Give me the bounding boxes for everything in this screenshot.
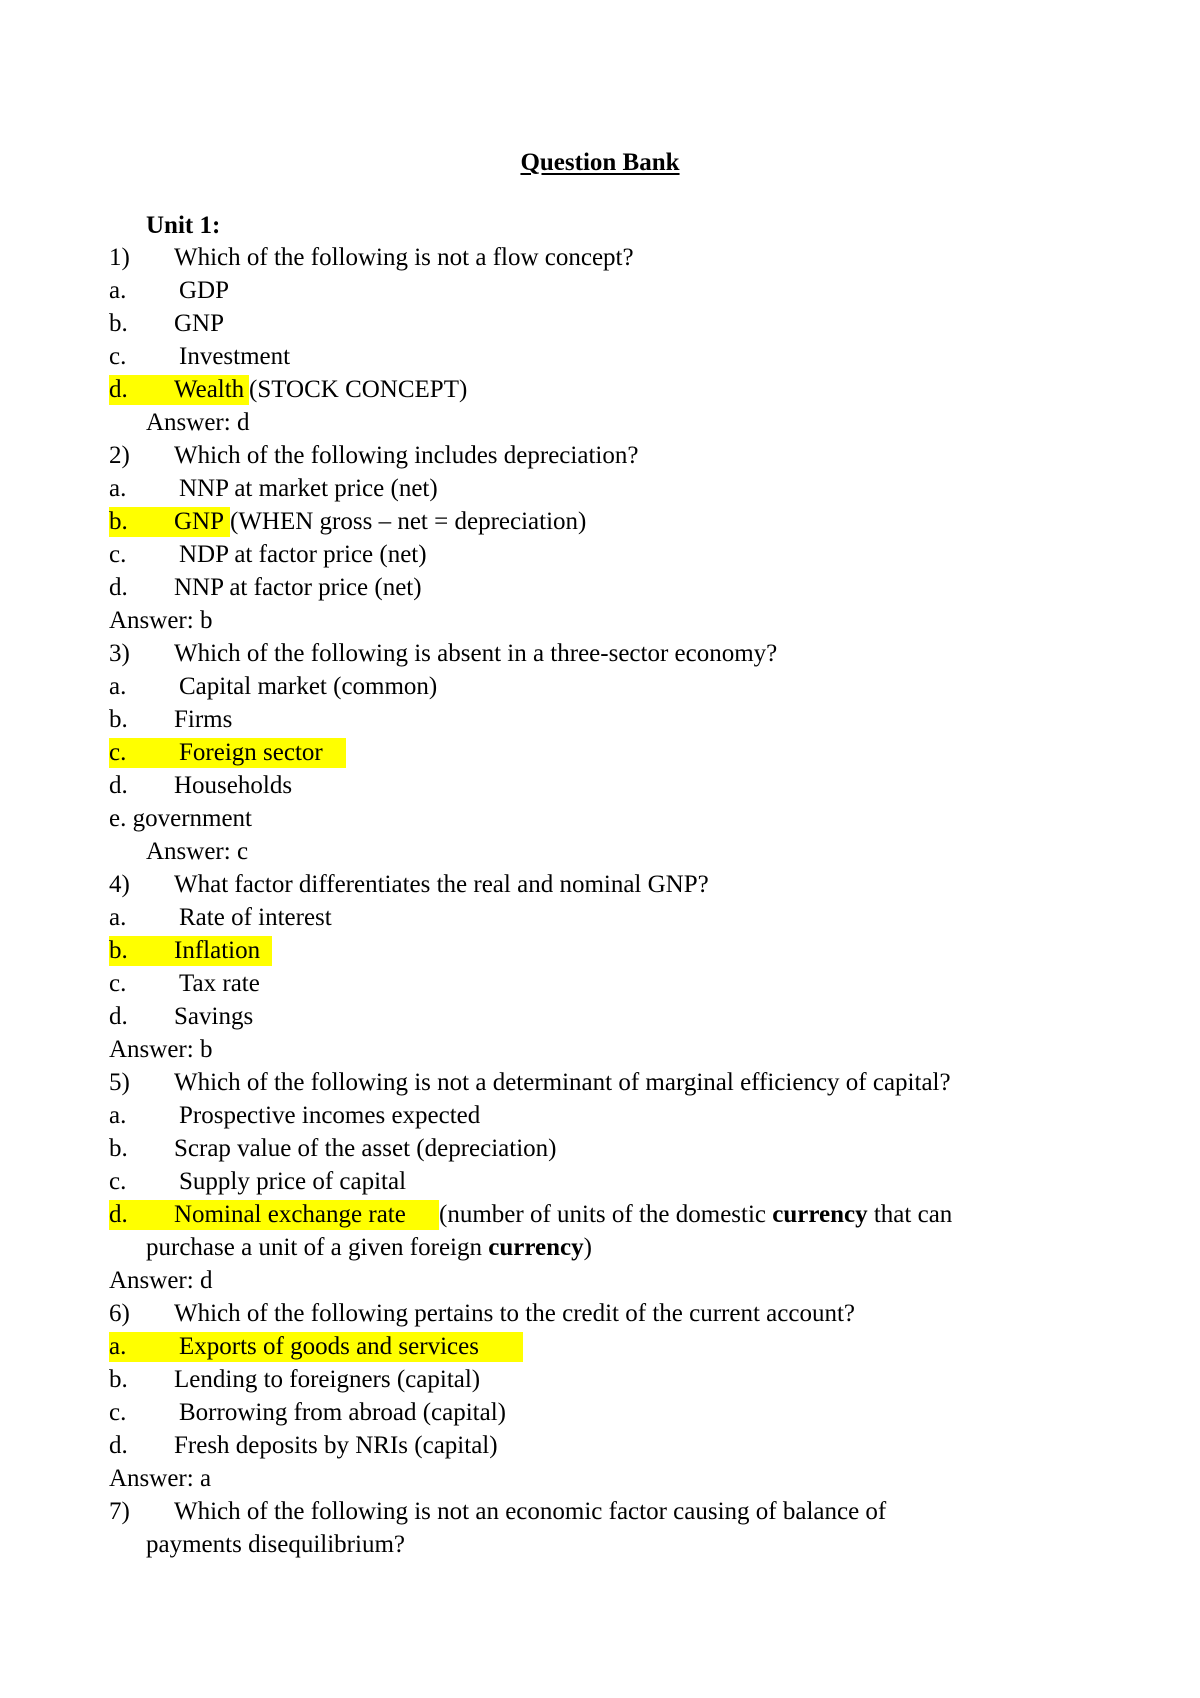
option-marker: a. — [109, 277, 127, 304]
option-marker: c. — [109, 970, 127, 997]
q1-answer: Answer: d — [146, 409, 250, 436]
note-bold: currency — [772, 1201, 868, 1228]
option-text: NNP at market price (net) — [179, 475, 438, 502]
question-number: 3) — [109, 640, 130, 667]
option-text: Fresh deposits by NRIs (capital) — [174, 1432, 498, 1459]
option-marker: a. — [109, 1333, 127, 1360]
option-marker: b. — [109, 508, 128, 535]
option-marker: b. — [109, 1366, 128, 1393]
q4-answer: Answer: b — [109, 1036, 213, 1063]
question-text: Which of the following is not a flow concept? — [174, 244, 634, 271]
option-text: Households — [174, 772, 293, 799]
question-7-continued: payments disequilibrium? — [146, 1531, 405, 1558]
q3-option-e: e. government — [109, 805, 253, 832]
note-text: that can — [867, 1201, 953, 1228]
question-text: Which of the following pertains to the credit of the current account? — [174, 1300, 855, 1327]
option-text: Exports of goods and services — [179, 1333, 479, 1360]
option-marker: d. — [109, 1003, 128, 1030]
option-marker: d. — [109, 1201, 128, 1228]
option-text: Supply price of capital — [179, 1168, 407, 1195]
question-number: 4) — [109, 871, 130, 898]
option-text: Tax rate — [179, 970, 260, 997]
option-text: GNP — [174, 508, 225, 535]
option-text: Capital market (common) — [179, 673, 438, 700]
option-note — [439, 1200, 952, 1230]
option-marker: a. — [109, 475, 127, 502]
option-text: Wealth — [174, 376, 245, 403]
option-marker: c. — [109, 739, 127, 766]
option-marker: b. — [109, 706, 128, 733]
option-marker: d. — [109, 772, 128, 799]
option-text: Firms — [174, 706, 233, 733]
option-marker: c. — [109, 1399, 127, 1426]
option-marker: d. — [109, 1432, 128, 1459]
option-text: Lending to foreigners (capital) — [174, 1366, 481, 1393]
option-text: Borrowing from abroad (capital) — [179, 1399, 506, 1426]
q2-answer: Answer: b — [109, 607, 213, 634]
option-text: Savings — [174, 1003, 254, 1030]
option-marker: a. — [109, 1102, 127, 1129]
question-number: 6) — [109, 1300, 130, 1327]
highlighted-answer — [109, 1332, 523, 1362]
question-text: Which of the following includes depreciation? — [174, 442, 639, 469]
highlighted-answer — [109, 936, 272, 966]
option-text: Investment — [179, 343, 291, 370]
question-text: Which of the following is absent in a three-sector economy? — [174, 640, 778, 667]
option-marker: b. — [109, 1135, 128, 1162]
option-text: NDP at factor price (net) — [179, 541, 427, 568]
highlighted-answer — [109, 507, 230, 537]
option-marker: b. — [109, 937, 128, 964]
question-number: 2) — [109, 442, 130, 469]
q3-answer: Answer: c — [146, 838, 249, 865]
note-text: purchase a unit of a given foreign — [146, 1234, 489, 1261]
note-bold: currency — [488, 1234, 584, 1261]
question-number: 1) — [109, 244, 130, 271]
page-title: Question Bank — [520, 149, 680, 176]
option-text: Inflation — [174, 937, 261, 964]
option-text: Rate of interest — [179, 904, 332, 931]
option-marker: a. — [109, 904, 127, 931]
option-text: Nominal exchange rate — [174, 1201, 406, 1228]
option-note: (WHEN gross – net = depreciation) — [230, 508, 587, 535]
question-text: Which of the following is not an economic factor causing of balance of — [174, 1498, 887, 1525]
option-marker: a. — [109, 673, 127, 700]
note-text: (number of units of the domestic — [439, 1201, 773, 1228]
unit-heading — [146, 211, 220, 241]
highlighted-answer — [109, 1200, 439, 1230]
unit-label: Unit 1: — [146, 212, 221, 239]
question-number: 7) — [109, 1498, 130, 1525]
question-number: 5) — [109, 1069, 130, 1096]
option-marker: c. — [109, 541, 127, 568]
option-text: Prospective incomes expected — [179, 1102, 481, 1129]
highlighted-answer — [109, 375, 249, 405]
option-marker: d. — [109, 376, 128, 403]
option-note: (STOCK CONCEPT) — [249, 376, 468, 403]
option-marker: d. — [109, 574, 128, 601]
q5-answer: Answer: d — [109, 1267, 213, 1294]
highlighted-answer — [109, 738, 346, 768]
option-text: Foreign sector — [179, 739, 323, 766]
option-text: NNP at factor price (net) — [174, 574, 422, 601]
question-text: Which of the following is not a determinant of marginal efficiency of capital? — [174, 1069, 951, 1096]
option-marker: c. — [109, 1168, 127, 1195]
option-marker: c. — [109, 343, 127, 370]
option-marker: b. — [109, 310, 128, 337]
question-text: What factor differentiates the real and nominal GNP? — [174, 871, 709, 898]
option-text: Scrap value of the asset (depreciation) — [174, 1135, 557, 1162]
option-text: GDP — [179, 277, 230, 304]
option-text: GNP — [174, 310, 225, 337]
note-text: ) — [583, 1234, 592, 1261]
q6-answer: Answer: a — [109, 1465, 212, 1492]
q5-option-d-continued — [146, 1233, 592, 1263]
